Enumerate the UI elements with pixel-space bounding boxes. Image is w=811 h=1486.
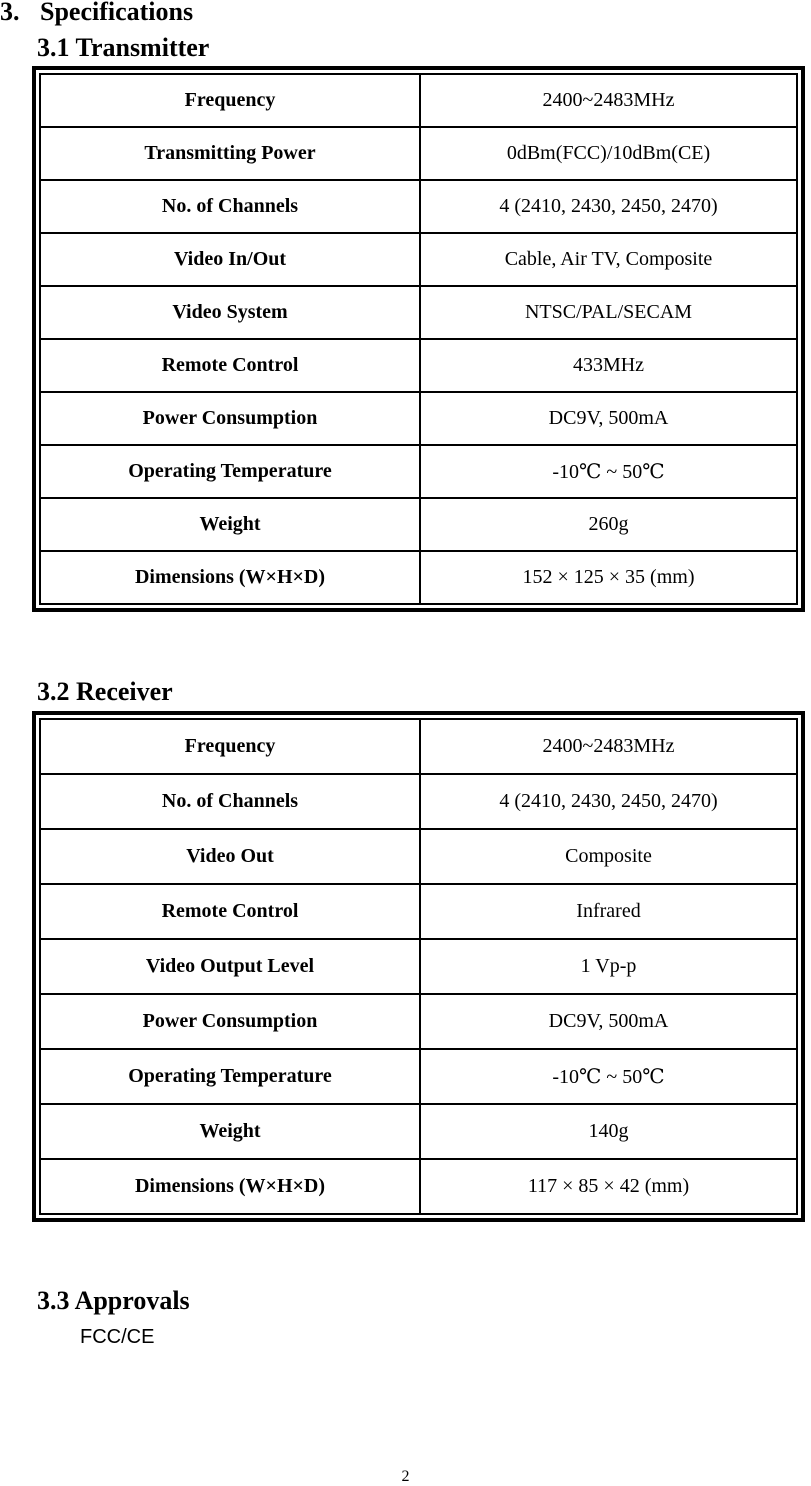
receiver-heading: 3.2 Receiver bbox=[37, 677, 173, 706]
spec-value: Cable, Air TV, Composite bbox=[420, 233, 797, 286]
spec-row bbox=[40, 74, 797, 127]
spec-value: 260g bbox=[420, 498, 797, 551]
spec-row bbox=[40, 339, 797, 392]
spec-label: Weight bbox=[40, 498, 420, 551]
spec-row bbox=[40, 233, 797, 286]
spec-row bbox=[40, 994, 797, 1049]
approvals-heading: 3.3 Approvals bbox=[37, 1286, 190, 1315]
spec-value: 152 × 125 × 35 (mm) bbox=[420, 551, 797, 604]
spec-row bbox=[40, 498, 797, 551]
spec-label: Dimensions (W×H×D) bbox=[40, 551, 420, 604]
spec-value: 0dBm(FCC)/10dBm(CE) bbox=[420, 127, 797, 180]
spec-label: No. of Channels bbox=[40, 180, 420, 233]
section-heading bbox=[0, 0, 193, 27]
spec-value: DC9V, 500mA bbox=[420, 994, 797, 1049]
spec-value: 140g bbox=[420, 1104, 797, 1159]
spec-value: -10℃ ~ 50℃ bbox=[420, 445, 797, 498]
spec-value: DC9V, 500mA bbox=[420, 392, 797, 445]
spec-value: 1 Vp-p bbox=[420, 939, 797, 994]
section-number: 3. bbox=[0, 0, 20, 26]
spec-value: Infrared bbox=[420, 884, 797, 939]
spec-row bbox=[40, 445, 797, 498]
receiver-spec-table bbox=[39, 718, 798, 1215]
spec-label: No. of Channels bbox=[40, 774, 420, 829]
spec-row bbox=[40, 884, 797, 939]
spec-label: Video In/Out bbox=[40, 233, 420, 286]
spec-row bbox=[40, 180, 797, 233]
section-title: Specifications bbox=[40, 0, 194, 26]
transmitter-spec-table-frame bbox=[32, 66, 805, 612]
spec-value: Composite bbox=[420, 829, 797, 884]
spec-label: Power Consumption bbox=[40, 994, 420, 1049]
spec-row bbox=[40, 392, 797, 445]
spec-row bbox=[40, 719, 797, 774]
spec-value: 4 (2410, 2430, 2450, 2470) bbox=[420, 180, 797, 233]
spec-value: 433MHz bbox=[420, 339, 797, 392]
page-number: 2 bbox=[401, 1468, 410, 1485]
spec-row bbox=[40, 1049, 797, 1104]
spec-label: Dimensions (W×H×D) bbox=[40, 1159, 420, 1214]
spec-label: Frequency bbox=[40, 74, 420, 127]
spec-label: Video Out bbox=[40, 829, 420, 884]
spec-row bbox=[40, 774, 797, 829]
spec-row bbox=[40, 939, 797, 994]
spec-label: Operating Temperature bbox=[40, 445, 420, 498]
spec-label: Weight bbox=[40, 1104, 420, 1159]
spec-label: Power Consumption bbox=[40, 392, 420, 445]
spec-row bbox=[40, 829, 797, 884]
spec-value: -10℃ ~ 50℃ bbox=[420, 1049, 797, 1104]
transmitter-heading: 3.1 Transmitter bbox=[37, 33, 210, 62]
spec-label: Frequency bbox=[40, 719, 420, 774]
approvals-text: FCC/CE bbox=[80, 1326, 155, 1348]
spec-label: Transmitting Power bbox=[40, 127, 420, 180]
spec-value: 2400~2483MHz bbox=[420, 719, 797, 774]
spec-row bbox=[40, 551, 797, 604]
spec-value: 117 × 85 × 42 (mm) bbox=[420, 1159, 797, 1214]
spec-label: Operating Temperature bbox=[40, 1049, 420, 1104]
spec-row bbox=[40, 286, 797, 339]
spec-label: Remote Control bbox=[40, 884, 420, 939]
spec-row bbox=[40, 127, 797, 180]
transmitter-spec-table bbox=[39, 73, 798, 605]
spec-label: Video System bbox=[40, 286, 420, 339]
spec-value: NTSC/PAL/SECAM bbox=[420, 286, 797, 339]
spec-row bbox=[40, 1104, 797, 1159]
spec-value: 2400~2483MHz bbox=[420, 74, 797, 127]
spec-label: Video Output Level bbox=[40, 939, 420, 994]
spec-row bbox=[40, 1159, 797, 1214]
receiver-spec-table-frame bbox=[32, 711, 805, 1222]
spec-value: 4 (2410, 2430, 2450, 2470) bbox=[420, 774, 797, 829]
spec-label: Remote Control bbox=[40, 339, 420, 392]
